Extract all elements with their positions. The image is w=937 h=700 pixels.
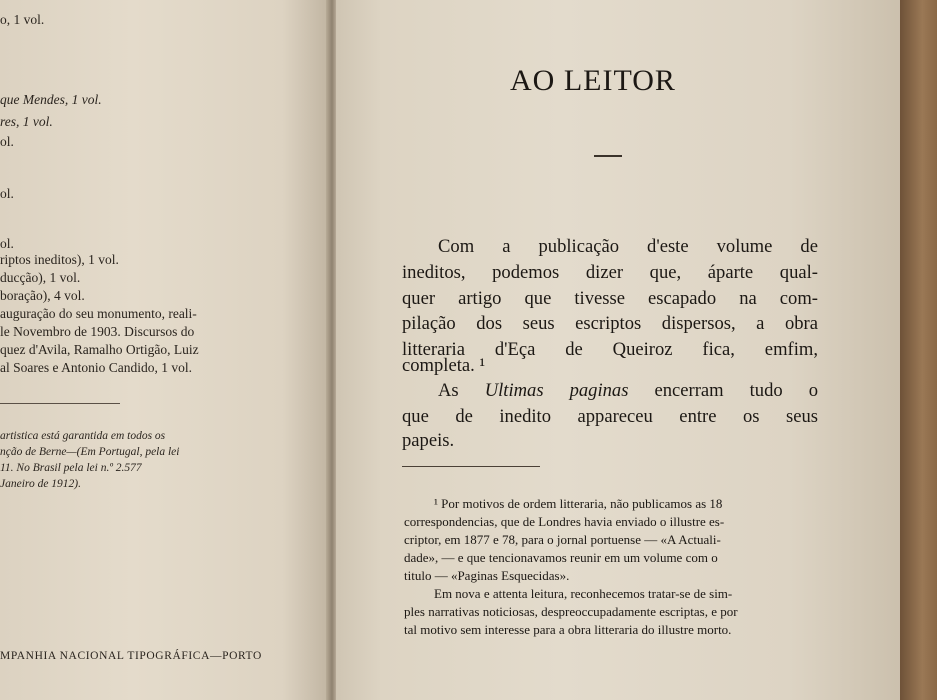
body-line: pilação dos seus escriptos dispersos, a obra — [402, 313, 818, 334]
rights-line: artistica está garantida em todos os — [0, 430, 166, 442]
left-text-line: riptos ineditos), 1 vol. — [0, 252, 119, 267]
left-text-line: auguração do seu monumento, reali- — [0, 306, 197, 321]
footnote-line: criptor, em 1877 e 78, para o jornal portuense — «A Actuali- — [404, 532, 721, 547]
left-text-line: al Soares e Antonio Candido, 1 vol. — [0, 360, 192, 375]
footnote-line: titulo — «Paginas Esquecidas». — [404, 568, 570, 583]
body-line: que de inedito appareceu entre os seus — [402, 406, 818, 427]
footnote-line: tal motivo sem interesse para a obra litteraria do illustre morto. — [404, 622, 732, 637]
body-line: completa. ¹ — [402, 355, 486, 376]
body-line: litteraria d'Eça de Queiroz fica, emfim, — [402, 339, 818, 360]
left-text-line: ol. — [0, 186, 14, 201]
body-line: ineditos, podemos dizer que, áparte qual- — [402, 262, 818, 283]
para2-suffix: encerram tudo o — [654, 380, 819, 401]
left-page — [0, 0, 332, 700]
rights-line: 11. No Brasil pela lei n.º 2.577 — [0, 462, 142, 474]
footnote-line: Em nova e attenta leitura, reconhecemos tratar-se de sim- — [434, 586, 733, 601]
left-text-line: res, 1 vol. — [0, 114, 53, 129]
body-line: Com a publicação d'este volume de — [438, 236, 818, 257]
left-divider — [0, 403, 120, 404]
imprint-line: MPANHIA NACIONAL TIPOGRÁFICA—PORTO — [0, 650, 262, 662]
rights-line: Janeiro de 1912). — [0, 478, 82, 490]
left-text-line: que Mendes, 1 vol. — [0, 92, 102, 107]
left-text-line: o, 1 vol. — [0, 12, 45, 27]
body-line: papeis. — [402, 430, 455, 451]
left-text-line: boração), 4 vol. — [0, 288, 85, 303]
footnote-line: dade», — e que tencionavamos reunir em um volume com o — [404, 550, 718, 565]
left-text-line: le Novembro de 1903. Discursos do — [0, 324, 195, 339]
left-text-line: ol. — [0, 236, 14, 251]
footnote-line: ¹ Por motivos de ordem litteraria, não publicamos as 18 — [434, 496, 723, 511]
table-surface — [900, 0, 937, 700]
para2-prefix: As — [438, 380, 459, 401]
footnote-divider — [402, 466, 540, 467]
italic-title: Ultimas paginas — [484, 380, 629, 401]
left-text-line: quez d'Avila, Ramalho Ortigão, Luiz — [0, 342, 199, 357]
left-text-line: ducção), 1 vol. — [0, 270, 81, 285]
left-text-line: ol. — [0, 134, 14, 149]
footnote-line: ples narrativas noticiosas, despreoccupadamente escriptas, e por — [404, 604, 738, 619]
title-ornament — [594, 155, 622, 157]
body-line — [402, 380, 818, 402]
footnote-line: correspondencias, que de Londres havia enviado o illustre es- — [404, 514, 725, 529]
body-line: quer artigo que tivesse escapado na com- — [402, 288, 818, 309]
page-title: AO LEITOR — [510, 64, 676, 97]
rights-line: nção de Berne—(Em Portugal, pela lei — [0, 446, 180, 458]
